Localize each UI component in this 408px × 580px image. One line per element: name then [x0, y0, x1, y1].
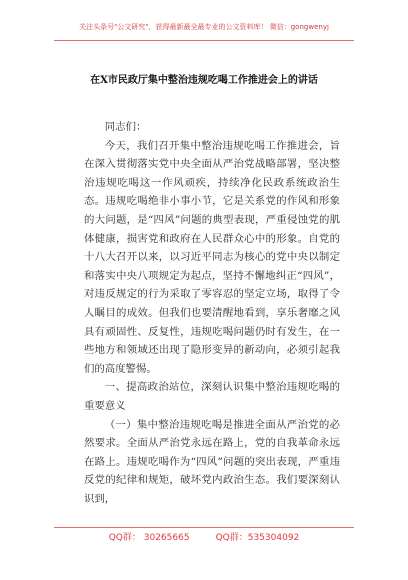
header-divider [54, 40, 354, 41]
paragraph-intro: 今天，我们召开集中整治违规吃喝工作推进会，旨在深入贯彻落实党中央全面从严治党战略部署，坚决整治违规吃喝这一作风顽疾，持续净化民政系统政治生态。违规吃喝绝非小事小节，它是关系党的作风和形象的大问题，是“四风”问题的典型表现，严重侵蚀党的肌体健康，损害党和政府在人民群众心中的形象。自党的十八大召开以来，以习近平同志为核心的党中央以制定和落实中央八项规定为起点，坚持不懈地纠正“四风”，对违反规定的行为采取了零容忍的坚定立场，取得了令人瞩目的成效。但我们也要清醒地看到，享乐奢靡之风具有顽固性、反复性，违规吃喝问题仍时有发生，在一些地方和领域还出现了隐形变异的新动向，必须引起我们的高度警惕。 [84, 139, 340, 375]
footer-banner [0, 530, 408, 543]
footer-divider [54, 527, 354, 528]
section-heading-1: 一、提高政治站位，深刻认识集中整治违规吃喝的重要意义 [84, 381, 340, 412]
paragraph-subsection-1: （一）集中整治违规吃喝是推进全面从严治党的必然要求。全面从严治党永远在路上，党的自我革命永远在路上。违规吃喝作为“四风”问题的突出表现，严重违反党的纪律和规矩，破坏党内政治生态。我们要深刻认识到， [84, 418, 340, 505]
header-banner: 关注头条号"公文研究"，获得最新最全最专业的公文资料库！ 微信：gongwenyj [79, 23, 329, 31]
footer-qq-group-2: QQ群：535304092 [215, 533, 300, 543]
document-body [84, 118, 340, 508]
salutation: 同志们： [104, 121, 147, 133]
footer-qq-group-1: QQ群： 30265665 [108, 533, 190, 543]
document-title: 在X市民政厅集中整治违规吃喝工作推进会上的讲话 [90, 75, 318, 86]
